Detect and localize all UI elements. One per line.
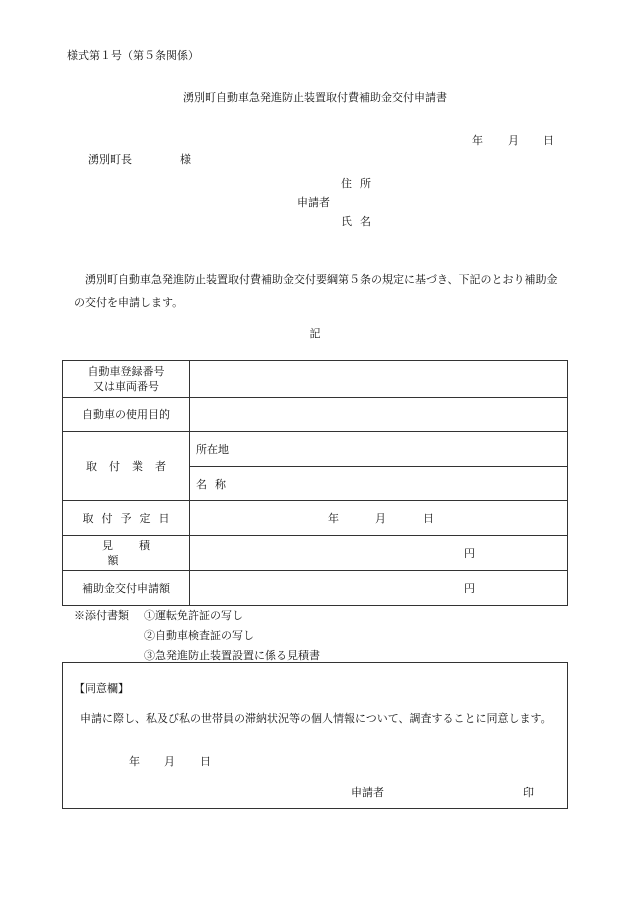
- schedule-year-label: 年: [328, 512, 339, 525]
- schedule-date-field[interactable]: [190, 501, 568, 536]
- document-title: 湧別町自動車急発進防止装置取付費補助金交付申請書: [183, 91, 447, 104]
- reg-number-label-line1: 自動車登録番号: [87, 365, 165, 378]
- consent-title: 【同意欄】: [74, 682, 129, 695]
- estimate-amount-field[interactable]: [190, 536, 568, 571]
- address-label: 住所: [341, 177, 379, 190]
- installer-name-label: 名称: [196, 477, 234, 491]
- ki-heading: 記: [309, 327, 321, 340]
- schedule-label-cell: [63, 501, 190, 536]
- table-row: [63, 361, 568, 398]
- reg-number-field[interactable]: [190, 361, 568, 398]
- date-day-label: 日: [543, 134, 554, 147]
- applicant-label: 申請者: [297, 196, 330, 209]
- schedule-day-label: 日: [423, 512, 434, 525]
- seal-mark: 印: [523, 786, 534, 799]
- estimate-label-cell: [63, 536, 190, 571]
- form-number: 様式第１号（第５条関係）: [67, 49, 199, 62]
- request-label: 補助金交付申請額: [63, 571, 190, 606]
- table-row: [63, 536, 568, 571]
- date-year-label: 年: [472, 134, 483, 147]
- consent-text: 申請に際し、私及び私の世帯員の滞納状況等の個人情報について、調査することに同意します。: [80, 712, 552, 725]
- schedule-label: 取付予定日: [82, 511, 178, 525]
- schedule-month-label: 月: [375, 512, 386, 525]
- table-row: [63, 571, 568, 606]
- attachment-item: ②自動車検査証の写し: [144, 629, 254, 642]
- attachments-label: ※添付書類: [74, 609, 129, 622]
- date-month-label: 月: [508, 134, 519, 147]
- table-row: [63, 398, 568, 432]
- installer-label: 取付業者: [86, 459, 178, 473]
- consent-year-label: 年: [129, 755, 140, 768]
- table-row: [63, 501, 568, 536]
- reg-number-label-line2: 又は車両番号: [93, 380, 159, 393]
- attachment-item: ①運転免許証の写し: [144, 609, 243, 622]
- application-details-table: [62, 360, 568, 606]
- name-label: 氏名: [341, 215, 379, 228]
- consent-applicant-label: 申請者: [351, 786, 384, 799]
- reg-number-label-cell: [63, 361, 190, 398]
- purpose-field[interactable]: [190, 398, 568, 432]
- request-body-text: 湧別町自動車急発進防止装置取付費補助金交付要綱第５条の規定に基づき、下記のとおり補助金の交付を申請します。: [74, 273, 558, 309]
- estimate-yen-unit: 円: [464, 547, 475, 560]
- installer-label-cell: [63, 432, 190, 501]
- consent-month-label: 月: [164, 755, 175, 768]
- addressee-honorific: 様: [180, 153, 191, 166]
- request-amount-field[interactable]: [190, 571, 568, 606]
- estimate-label: 見積額: [102, 539, 176, 567]
- table-row: [63, 432, 568, 467]
- installer-location-label: 所在地: [196, 443, 229, 456]
- consent-day-label: 日: [200, 755, 211, 768]
- request-yen-unit: 円: [464, 582, 475, 595]
- addressee-name: 湧別町長: [88, 153, 132, 166]
- installer-location-field[interactable]: [190, 432, 568, 467]
- installer-name-field[interactable]: [190, 467, 568, 501]
- consent-box: [62, 662, 568, 809]
- attachment-item: ③急発進防止装置設置に係る見積書: [144, 649, 320, 662]
- purpose-label: 自動車の使用目的: [63, 398, 190, 432]
